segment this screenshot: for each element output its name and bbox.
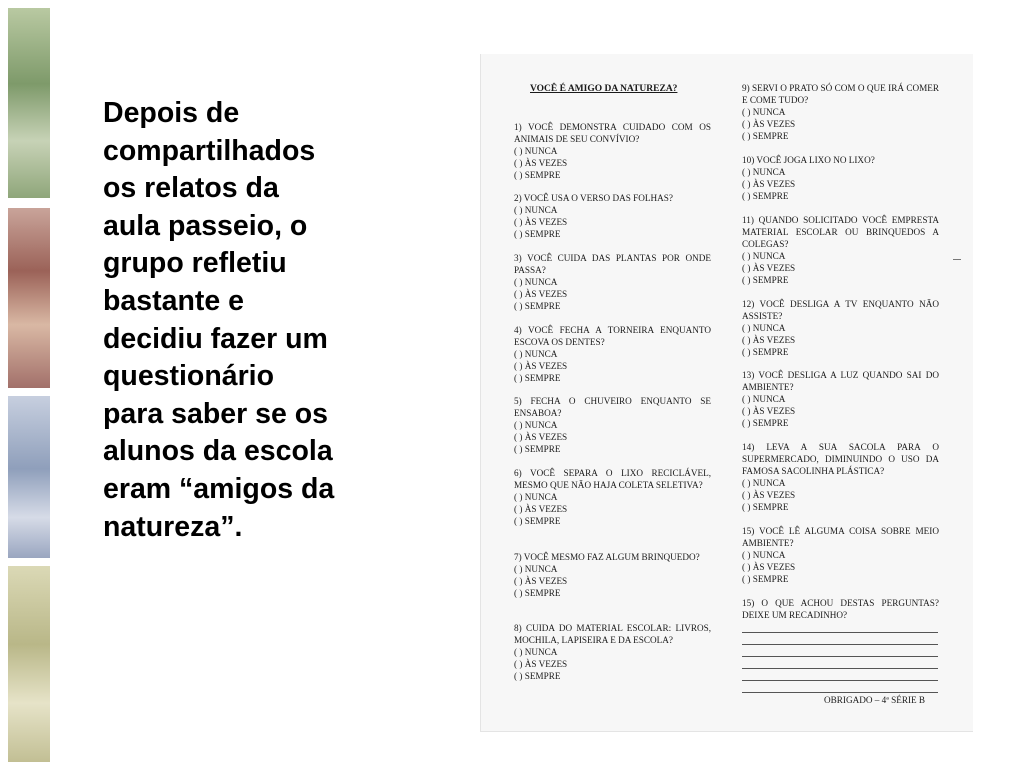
- questionnaire-footer: OBRIGADO – 4ª SÉRIE B: [824, 695, 926, 705]
- strip-photo-3: [8, 396, 50, 558]
- answer-option: ( ) NUNCA: [514, 420, 558, 430]
- question-text: 8) CUIDA DO MATERIAL ESCOLAR: LIVROS, MOCHILA, LAPISEIRA E DA ESCOLA?: [514, 623, 711, 645]
- question-block: [742, 441, 939, 513]
- scan-mark: [953, 259, 961, 260]
- answer-option: ( ) NUNCA: [742, 107, 786, 117]
- answer-line: [742, 681, 938, 693]
- answer-option: ( ) NUNCA: [742, 478, 786, 488]
- answer-option: ( ) NUNCA: [742, 167, 786, 177]
- question-block: [514, 395, 711, 455]
- answer-option: ( ) ÀS VEZES: [514, 504, 568, 514]
- decorative-photo-strip: [0, 0, 52, 768]
- question-text: 4) VOCÊ FECHA A TORNEIRA ENQUANTO ESCOVA OS DENTES?: [514, 325, 711, 347]
- strip-photo-2: [8, 208, 50, 388]
- answer-line: [742, 621, 938, 633]
- question-text: 15) VOCÊ LÊ ALGUMA COISA SOBRE MEIO AMBIENTE?: [742, 526, 939, 548]
- question-block: [514, 622, 711, 682]
- answer-option: ( ) SEMPRE: [742, 418, 789, 428]
- question-block: [742, 214, 939, 286]
- answer-line: [742, 657, 938, 669]
- question-text: 2) VOCÊ USA O VERSO DAS FOLHAS?: [514, 193, 673, 203]
- answer-option: ( ) SEMPRE: [742, 502, 789, 512]
- question-text: 6) VOCÊ SEPARA O LIXO RECICLÁVEL, MESMO QUE NÃO HAJA COLETA SELETIVA?: [514, 468, 711, 490]
- answer-option: ( ) ÀS VEZES: [742, 562, 796, 572]
- answer-option: ( ) SEMPRE: [742, 347, 789, 357]
- question-text: 10) VOCÊ JOGA LIXO NO LIXO?: [742, 155, 875, 165]
- answer-option: ( ) ÀS VEZES: [514, 432, 568, 442]
- answer-line: [742, 645, 938, 657]
- answer-option: ( ) SEMPRE: [514, 170, 561, 180]
- answer-line: [742, 633, 938, 645]
- question-text: 11) QUANDO SOLICITADO VOCÊ EMPRESTA MATERIAL ESCOLAR OU BRINQUEDOS A COLEGAS?: [742, 215, 939, 249]
- answer-option: ( ) ÀS VEZES: [514, 289, 568, 299]
- answer-option: ( ) ÀS VEZES: [742, 490, 796, 500]
- answer-option: ( ) SEMPRE: [514, 444, 561, 454]
- slide-body-text: Depois de compartilhados os relatos da aula passeio, o grupo refletiu bastante e decidiu fazer um questionário para saber se os alunos da escola eram “amigos da natureza”.: [103, 97, 335, 543]
- question-block: [514, 121, 711, 181]
- answer-option: ( ) SEMPRE: [742, 191, 789, 201]
- question-text: 13) VOCÊ DESLIGA A LUZ QUANDO SAI DO AMBIENTE?: [742, 370, 939, 392]
- question-block: [514, 192, 711, 240]
- answer-option: ( ) NUNCA: [514, 492, 558, 502]
- question-block: [514, 467, 711, 527]
- strip-photo-4: [8, 566, 50, 762]
- question-block: [514, 551, 711, 599]
- answer-option: ( ) SEMPRE: [742, 275, 789, 285]
- question-block: [742, 525, 939, 585]
- question-text: 3) VOCÊ CUIDA DAS PLANTAS POR ONDE PASSA?: [514, 253, 711, 275]
- answer-option: ( ) ÀS VEZES: [514, 361, 568, 371]
- answer-option: ( ) NUNCA: [514, 277, 558, 287]
- answer-option: ( ) ÀS VEZES: [742, 119, 796, 129]
- answer-option: ( ) NUNCA: [514, 349, 558, 359]
- question-block: [514, 324, 711, 384]
- answer-option: ( ) ÀS VEZES: [514, 217, 568, 227]
- answer-option: ( ) NUNCA: [742, 251, 786, 261]
- question-text: 1) VOCÊ DEMONSTRA CUIDADO COM OS ANIMAIS DE SEU CONVÍVIO?: [514, 122, 711, 144]
- answer-option: ( ) NUNCA: [514, 564, 558, 574]
- question-block: [514, 252, 711, 312]
- questionnaire-title: VOCÊ É AMIGO DA NATUREZA?: [530, 84, 678, 94]
- answer-option: ( ) ÀS VEZES: [514, 659, 568, 669]
- question-block: [742, 298, 939, 358]
- answer-option: ( ) SEMPRE: [742, 574, 789, 584]
- answer-option: ( ) ÀS VEZES: [742, 335, 796, 345]
- answer-option: ( ) NUNCA: [742, 394, 786, 404]
- answer-line: [742, 669, 938, 681]
- answer-option: ( ) NUNCA: [742, 550, 786, 560]
- answer-option: ( ) SEMPRE: [742, 131, 789, 141]
- answer-option: ( ) SEMPRE: [514, 516, 561, 526]
- question-text: 5) FECHA O CHUVEIRO ENQUANTO SE ENSABOA?: [514, 396, 711, 418]
- answer-option: ( ) NUNCA: [742, 323, 786, 333]
- question-block: [742, 154, 939, 202]
- answer-option: ( ) NUNCA: [514, 146, 558, 156]
- answer-option: ( ) NUNCA: [514, 647, 558, 657]
- question-text: 12) VOCÊ DESLIGA A TV ENQUANTO NÃO ASSISTE?: [742, 299, 939, 321]
- answer-option: ( ) SEMPRE: [514, 588, 561, 598]
- answer-option: ( ) SEMPRE: [514, 229, 561, 239]
- question-block: [742, 369, 939, 429]
- answer-option: ( ) NUNCA: [514, 205, 558, 215]
- questionnaire-scan: [480, 54, 973, 732]
- final-question-block: [742, 597, 939, 693]
- question-text: 7) VOCÊ MESMO FAZ ALGUM BRINQUEDO?: [514, 552, 700, 562]
- answer-option: ( ) SEMPRE: [514, 373, 561, 383]
- final-question-text: 15) O QUE ACHOU DESTAS PERGUNTAS? DEIXE UM RECADINHO?: [742, 598, 939, 620]
- answer-option: ( ) ÀS VEZES: [742, 179, 796, 189]
- question-text: 14) LEVA A SUA SACOLA PARA O SUPERMERCADO, DIMINUINDO O USO DA FAMOSA SACOLINHA PLÁSTICA?: [742, 442, 939, 476]
- answer-option: ( ) ÀS VEZES: [514, 576, 568, 586]
- question-block: [742, 82, 939, 142]
- answer-option: ( ) ÀS VEZES: [514, 158, 568, 168]
- answer-option: ( ) SEMPRE: [514, 301, 561, 311]
- answer-option: ( ) SEMPRE: [514, 671, 561, 681]
- question-text: 9) SERVI O PRATO SÓ COM O QUE IRÁ COMER E COME TUDO?: [742, 83, 939, 105]
- answer-option: ( ) ÀS VEZES: [742, 406, 796, 416]
- answer-option: ( ) ÀS VEZES: [742, 263, 796, 273]
- strip-photo-1: [8, 8, 50, 198]
